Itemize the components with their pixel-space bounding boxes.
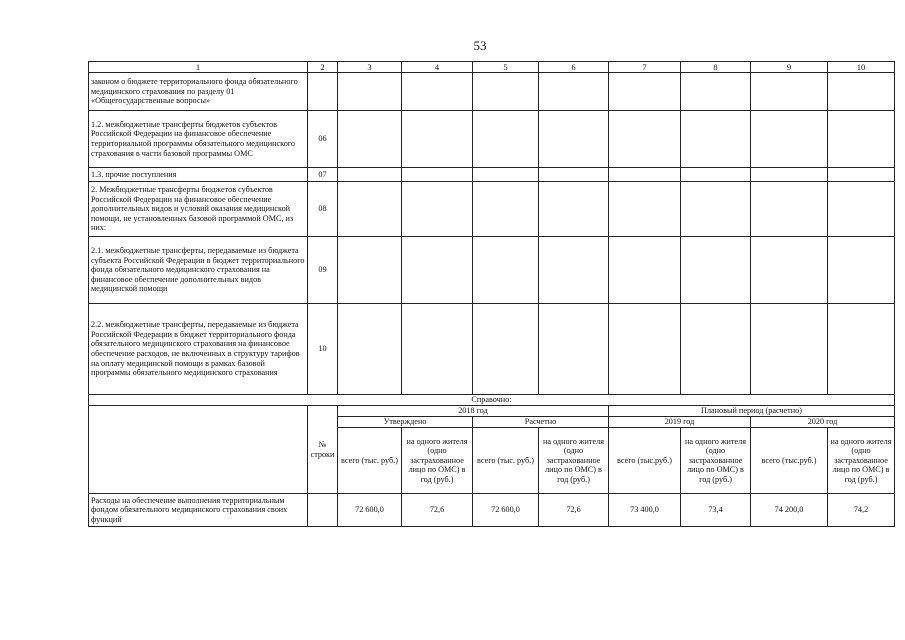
- row-description: 2.1. межбюджетные трансферты, передаваемые из бюджета субъекта Российской Федерации в бюджет территориального фонда обязательного медицинского страхования на финансовое обеспечение дополнительных видов медицинской помощи: [89, 237, 308, 304]
- year-2018-header: 2018 год: [338, 406, 609, 417]
- row-description: законом о бюджете территориального фонда обязательного медицинского страхования по разделу 01 «Общегосударственные вопросы»: [89, 73, 308, 111]
- table-row: [89, 237, 895, 304]
- expense-row: [89, 494, 895, 527]
- row-description: 1.2. межбюджетные трансферты бюджетов субъектов Российской Федерации на финансовое обеспечение территориальной программы обязательного медицинского страхования в части базовой программы ОМС: [89, 111, 308, 168]
- column-numbers-row: [89, 62, 895, 73]
- row-code: 07: [308, 168, 338, 182]
- table-row: [89, 182, 895, 237]
- planned-period-header: Плановый период (расчетно): [609, 406, 895, 417]
- row-code: 09: [308, 237, 338, 304]
- total-header: всего (тыс. руб.): [473, 428, 539, 494]
- row-number-header: № строки: [308, 406, 338, 494]
- column-number: 5: [473, 62, 539, 73]
- column-number: 3: [338, 62, 402, 73]
- row-description: Расходы на обеспечение выполнения территориальным фондом обязательного медицинского страхования своих функций: [89, 494, 308, 527]
- total-header: всего (тыс. руб.): [338, 428, 402, 494]
- row-description: 2. Межбюджетные трансферты бюджетов субъектов Российской Федерации на финансовое обеспечение дополнительных видов и условий оказания медицинской помощи, не установленных базовой программой ОМС, из них:: [89, 182, 308, 237]
- row-description: 2.2. межбюджетные трансферты, передаваемые из бюджета Российской Федерации в бюджет территориального фонда обязательного медицинского страхования на финансовое обеспечение расходов, не включенных в структуру тарифов на оплату медицинской помощи в рамках базовой программы обязательного медицинского страхования: [89, 304, 308, 395]
- budget-table: [88, 61, 895, 527]
- column-number: 6: [539, 62, 609, 73]
- table-row: [89, 111, 895, 168]
- value-cell: 74 200,0: [751, 494, 828, 527]
- reference-header-row: [89, 406, 895, 417]
- column-number: 2: [308, 62, 338, 73]
- value-cell: 73,4: [681, 494, 751, 527]
- table-row: [89, 304, 895, 395]
- row-code: 08: [308, 182, 338, 237]
- approved-header: Утверждено: [338, 417, 473, 428]
- row-code: [308, 494, 338, 527]
- reference-title-row: [89, 395, 895, 406]
- value-cell: 72,6: [402, 494, 473, 527]
- table-row: [89, 73, 895, 111]
- total-header: всего (тыс.руб.): [751, 428, 828, 494]
- value-cell: 72 600,0: [473, 494, 539, 527]
- row-code: 06: [308, 111, 338, 168]
- column-number: 10: [828, 62, 895, 73]
- table-row: [89, 168, 895, 182]
- year-2020-header: 2020 год: [751, 417, 895, 428]
- row-description: 1.3. прочие поступления: [89, 168, 308, 182]
- per-person-header: на одного жителя (одно застрахованное лицо по ОМС) в год (руб.): [828, 428, 895, 494]
- column-number: 7: [609, 62, 681, 73]
- per-person-header: на одного жителя (одно застрахованное лицо по ОМС) в год (руб.): [539, 428, 609, 494]
- value-cell: 74,2: [828, 494, 895, 527]
- value-cell: 72 600,0: [338, 494, 402, 527]
- page-number: 53: [473, 38, 487, 53]
- reference-title: Справочно:: [89, 395, 895, 406]
- row-code: [308, 73, 338, 111]
- per-person-header: на одного жителя (одно застрахованное лицо по ОМС) в год (руб.): [681, 428, 751, 494]
- row-code: 10: [308, 304, 338, 395]
- column-number: 8: [681, 62, 751, 73]
- column-number: 4: [402, 62, 473, 73]
- year-2019-header: 2019 год: [609, 417, 751, 428]
- total-header: всего (тыс.руб.): [609, 428, 681, 494]
- value-cell: 73 400,0: [609, 494, 681, 527]
- per-person-header: на одного жителя (одно застрахованное лицо по ОМС) в год (руб.): [402, 428, 473, 494]
- column-number: 1: [89, 62, 308, 73]
- column-number: 9: [751, 62, 828, 73]
- value-cell: 72,6: [539, 494, 609, 527]
- estimated-header: Расчетно: [473, 417, 609, 428]
